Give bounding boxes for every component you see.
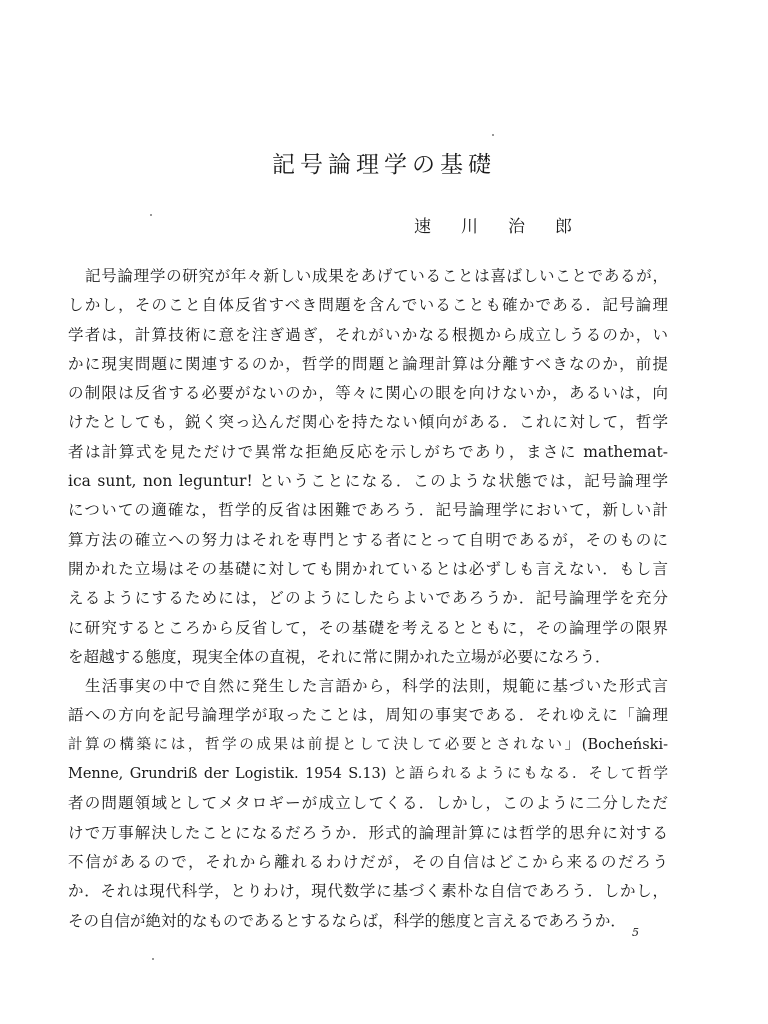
body-line: 開かれた立場はその基礎に対しても開かれているとは必ずしも言えない．もし言 — [68, 559, 668, 578]
scan-speck — [152, 958, 154, 960]
body-line: 不信があるので，それから離れるわけだが，その自信はどこから来るのだろう — [68, 852, 668, 871]
body-line: 語への方向を記号論理学が取ったことは，周知の事実である．それゆえに「論理 — [68, 706, 668, 725]
article-title: 記号論理学の基礎 — [272, 152, 496, 178]
body-line: を超越する態度，現実全体の直視，それに常に開かれた立場が必要になろう． — [68, 647, 611, 666]
body-line: に研究するところから反省して，その基礎を考えるとともに，その論理学の限界 — [68, 618, 668, 637]
body-line: かに現実問題に関連するのか，哲学的問題と論理計算は分離すべきなのか，前提 — [68, 354, 668, 373]
body-line: 生活事実の中で自然に発生した言語から，科学的法則，規範に基づいた形式言 — [85, 677, 668, 696]
body-line: 記号論理学の研究が年々新しい成果をあげていることは喜ばしいことであるが， — [85, 267, 668, 285]
article-body — [68, 262, 668, 936]
body-line: 者は計算式を見ただけで異常な拒絶反応を示しがちであり，まさに mathemat- — [68, 442, 668, 461]
page-number: 5 — [632, 926, 639, 939]
body-line: しかし，そのこと自体反省すべき問題を含んでいることも確かである．記号論理 — [68, 296, 668, 315]
body-line: ica sunt, non leguntur! ということになる．このような状態では，記号論理学 — [68, 472, 668, 491]
body-line: か．それは現代科学，とりわけ，現代数学に基づく素朴な自信であろう．しかし， — [68, 882, 668, 901]
body-line: 計算の構築には，哲学の成果は前提として決して必要とされない」(Bocheński- — [68, 736, 668, 753]
body-line: 学者は，計算技術に意を注ぎ過ぎ，それがいかなる根拠から成立しうるのか，い — [68, 325, 668, 344]
body-line: けで万事解決したことになるだろうか．形式的論理計算には哲学的思弁に対する — [68, 823, 668, 842]
body-line: その自信が絶対的なものであるとするならば，科学的態度と言えるであろうか． — [68, 911, 626, 930]
body-line: についての適確な，哲学的反省は困難であろう．記号論理学において，新しい計 — [68, 501, 668, 520]
scan-speck — [150, 214, 152, 216]
author-name: 速川治郎 — [414, 217, 602, 237]
body-line: 者の問題領域としてメタロギーが成立してくる．しかし，このように二分しただ — [68, 794, 668, 813]
body-line: の制限は反省する必要がないのか，等々に関心の眼を向けないか，あるいは，向 — [68, 384, 668, 403]
body-line: 算方法の確立への努力はそれを専門とする者にとって自明であるが，そのものに — [68, 530, 668, 549]
body-line: けたとしても，鋭く突っ込んだ関心を持たない傾向がある．これに対して，哲学 — [68, 413, 668, 432]
body-line: Menne, Grundriß der Logistik. 1954 S.13) と語られるようにもなる．そして哲学 — [68, 766, 668, 783]
body-line: えるようにするためには，どのようにしたらよいであろうか．記号論理学を充分 — [68, 589, 668, 608]
scan-speck — [492, 134, 494, 136]
